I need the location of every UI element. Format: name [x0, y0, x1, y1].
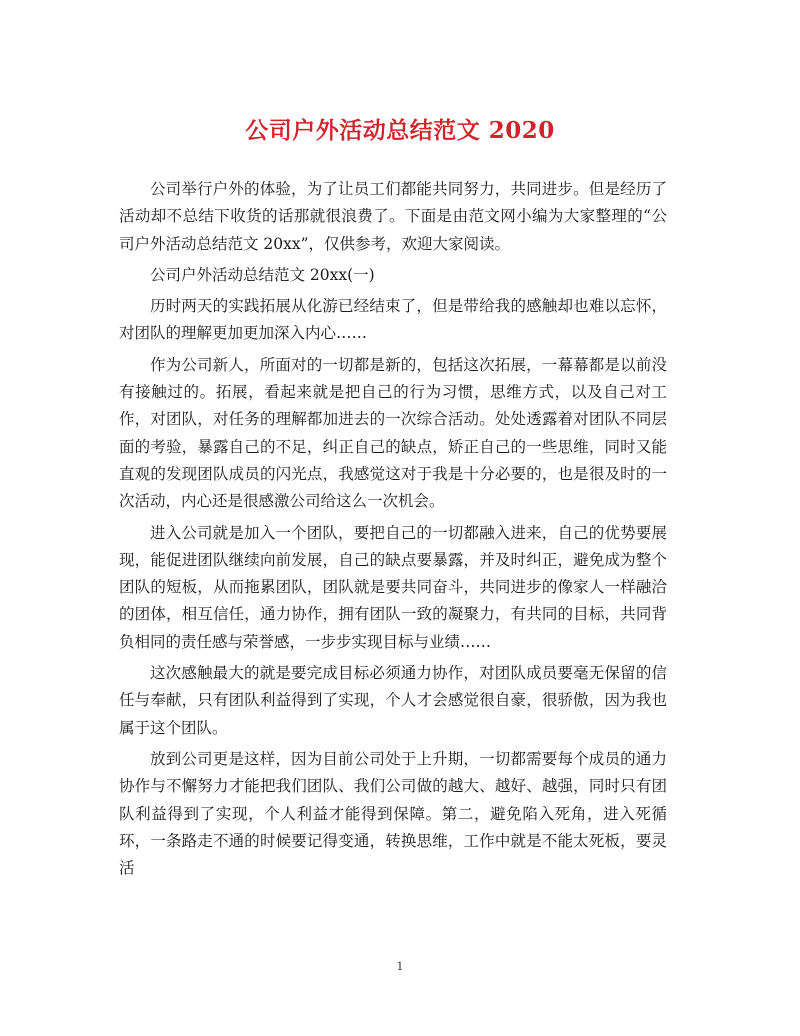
section-heading: 公司户外活动总结范文 20xx(一) [150, 265, 375, 284]
paragraph-4: 这次感触最大的就是要完成目标必须通力协作，对团队成员要毫无保留的信任与奉献，只有团队利益得到了实现，个人才会感觉很自豪，很骄傲，因为我也属于这个团队。 [119, 664, 667, 737]
page-number: 1 [396, 960, 404, 973]
document-body [119, 176, 667, 882]
paragraph-intro: 公司举行户外的体验，为了让员工们都能共同努力，共同进步。但是经历了活动却不总结下收货的话那就很浪费了。下面是由范文网小编为大家整理的“公司户外活动总结范文 20xx”，仅供参考，欢迎大家阅读。 [119, 180, 667, 253]
paragraph-5: 放到公司更是这样，因为目前公司处于上升期，一切都需要每个成员的通力协作与不懈努力才能把我们团队、我们公司做的越大、越好、越强，同时只有团队利益得到了实现，个人利益才能得到保障。第二，避免陷入死角，进入死循环，一条路走不通的时候要记得变通，转换思维，工作中就是不能太死板，要灵活 [119, 749, 667, 878]
paragraph-1: 历时两天的实践拓展从化游已经结束了，但是带给我的感触却也难以忘怀，对团队的理解更加更加深入内心…… [119, 297, 667, 343]
document-title: 公司户外活动总结范文 2020 [245, 117, 555, 144]
paragraph-3: 进入公司就是加入一个团队，要把自己的一切都融入进来，自己的优势要展现，能促进团队继续向前发展，自己的缺点要暴露，并及时纠正，避免成为整个团队的短板，从而拖累团队，团队就是要共同奋斗，共同进步的像家人一样融洽的团体，相互信任，通力协作，拥有团队一致的凝聚力，有共同的目标，共同背负相同的责任感与荣誉感，一步步实现目标与业绩…… [119, 523, 667, 651]
paragraph-2: 作为公司新人，所面对的一切都是新的，包括这次拓展，一幕幕都是以前没有接触过的。拓展，看起来就是把自己的行为习惯，思维方式，以及自己对工作，对团队，对任务的理解都加进去的一次综合活动。处处透露着对团队不同层面的考验，暴露自己的不足，纠正自己的缺点，矫正自己的一些思维，同时又能直观的发现团队成员的闪光点，我感觉这对于我是十分必要的，也是很及时的一次活动，内心还是很感激公司给这么一次机会。 [119, 355, 667, 511]
